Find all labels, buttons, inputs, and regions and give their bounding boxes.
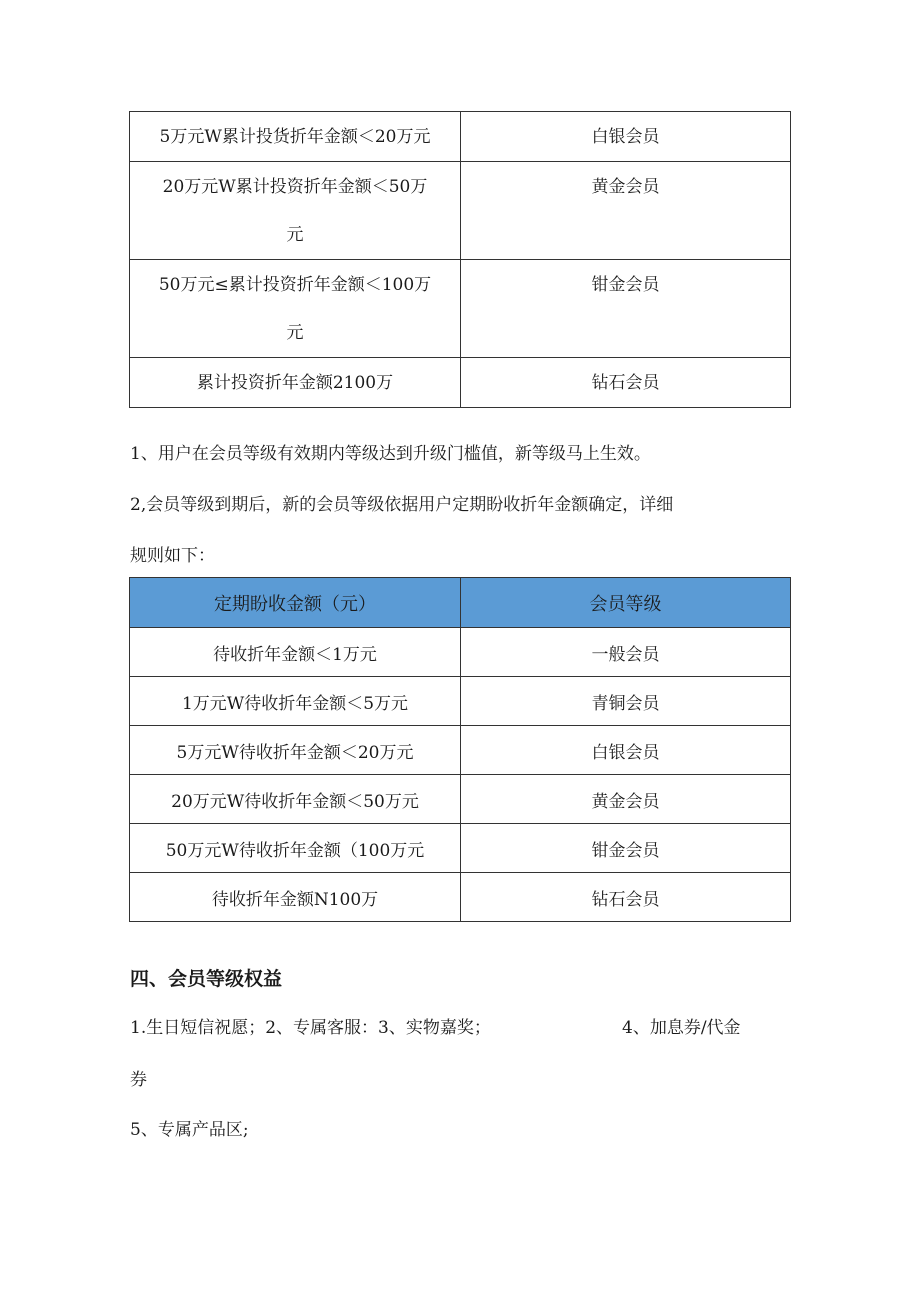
section-heading-benefits: 四、会员等级权益 <box>130 968 283 990</box>
paragraph-upgrade-rule: 1、用户在会员等级有效期内等级达到升级门槛值，新等级马上生效。 <box>130 444 651 464</box>
condition-cell: 1万元W待收折年金额＜5万元 <box>130 677 461 726</box>
benefits-line1-left: 1.生日短信祝愿；2、专属客服：3、实物嘉奖； <box>130 1018 491 1038</box>
level-cell: 钳金会员 <box>461 824 791 873</box>
condition-cell: 5万元W累计投货折年金额＜20万元 <box>130 112 461 162</box>
condition-cell: 20万元W累计投资折年金额＜50万 元 <box>130 162 461 260</box>
condition-cell: 20万元W待收折年金额＜50万元 <box>130 775 461 824</box>
table-row <box>130 873 791 922</box>
benefits-line3: 5、专属产品区; <box>130 1120 249 1140</box>
table-row <box>130 824 791 873</box>
column-header-level: 会员等级 <box>461 578 791 628</box>
condition-cell: 待收折年金额N100万 <box>130 873 461 922</box>
table-row <box>130 260 791 358</box>
benefits-line1-right: 4、加息券/代金 <box>622 1018 741 1038</box>
level-cell: 黄金会员 <box>461 162 791 260</box>
table-row <box>130 358 791 408</box>
level-cell: 白银会员 <box>461 726 791 775</box>
level-cell: 白银会员 <box>461 112 791 162</box>
table-row <box>130 677 791 726</box>
table-row <box>130 162 791 260</box>
table-header-row <box>130 578 791 628</box>
column-header-amount: 定期盼收金额（元） <box>130 578 461 628</box>
condition-cell: 累计投资折年金额2100万 <box>130 358 461 408</box>
level-cell: 钻石会员 <box>461 358 791 408</box>
table-row <box>130 112 791 162</box>
membership-threshold-table-cumulative <box>129 111 791 408</box>
level-cell: 钳金会员 <box>461 260 791 358</box>
condition-cell: 50万元W待收折年金额（100万元 <box>130 824 461 873</box>
table-row <box>130 726 791 775</box>
paragraph-expiry-rule-line1: 2,会员等级到期后，新的会员等级依据用户定期盼收折年金额确定，详细 <box>130 495 674 515</box>
condition-cell: 5万元W待收折年金额＜20万元 <box>130 726 461 775</box>
level-cell: 钻石会员 <box>461 873 791 922</box>
membership-threshold-table-pending <box>129 577 791 922</box>
table-row <box>130 628 791 677</box>
paragraph-expiry-rule-line2: 规则如下： <box>130 546 215 566</box>
level-cell: 青铜会员 <box>461 677 791 726</box>
condition-cell: 待收折年金额＜1万元 <box>130 628 461 677</box>
level-cell: 黄金会员 <box>461 775 791 824</box>
condition-cell: 50万元≤累计投资折年金额＜100万 元 <box>130 260 461 358</box>
table-row <box>130 775 791 824</box>
benefits-line2: 券 <box>130 1070 147 1090</box>
level-cell: 一般会员 <box>461 628 791 677</box>
